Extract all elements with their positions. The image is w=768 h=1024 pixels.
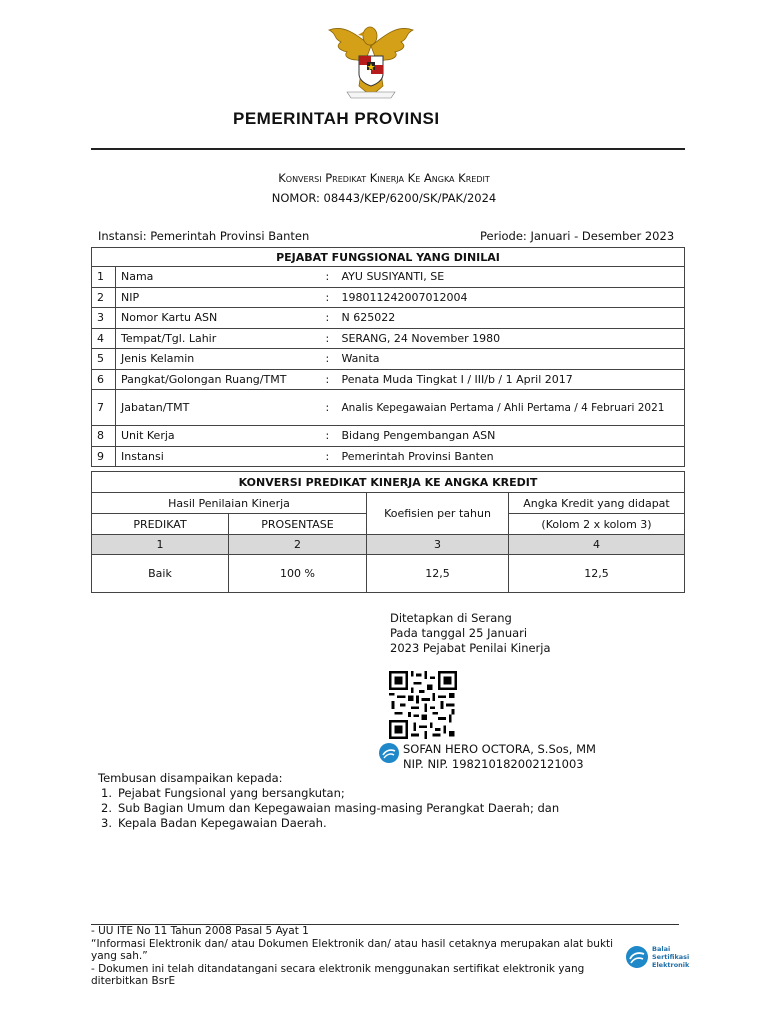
document-number: NOMOR: 08443/KEP/6200/SK/PAK/2024 [271,191,497,205]
table-row [92,308,685,329]
row-value: Wanita [340,349,685,370]
tembusan-heading: Tembusan disampaikan kepada: [98,771,283,785]
row-label: Nama [116,267,322,288]
signer-nip: NIP. NIP. 198210182002121003 [403,757,584,771]
row-separator: : [322,369,340,390]
row-separator: : [322,308,340,329]
row-label: Jenis Kelamin [116,349,322,370]
row-separator: : [322,390,340,426]
row-separator: : [322,426,340,447]
document-title: Konversi Predikat Kinerja Ke Angka Kredit [278,171,490,185]
tembusan-list [101,786,559,831]
table-row [92,328,685,349]
footer-notes [91,925,621,988]
koefisien-value: 12,5 [367,555,509,593]
instansi-line: Instansi: Pemerintah Provinsi Banten [98,229,310,243]
signer-block [403,742,596,772]
signature-date: Pada tanggal 25 Januari [390,626,528,640]
predikat-header: PREDIKAT [92,514,229,535]
row-label: NIP [116,287,322,308]
header-divider [91,148,685,150]
angka-header: Angka Kredit yang didapat [509,493,685,514]
government-title: PEMERINTAH PROVINSI [233,109,440,128]
list-item-number: 2. [101,801,112,815]
row-label: Jabatan/TMT [116,390,322,426]
row-value: SERANG, 24 November 1980 [340,328,685,349]
row-number: 9 [92,446,116,467]
column-number: 4 [509,535,685,555]
row-value: Analis Kepegawaian Pertama / Ahli Pertama / 4 Februari 2021 [340,390,685,426]
signature-role: 2023 Pejabat Penilai Kinerja [390,641,551,655]
list-item [101,816,559,831]
footer-line-3: - Dokumen ini telah ditandatangani secara elektronik menggunakan sertifikat elektronik yang diterbitkan BsrE [91,962,585,987]
officer-table-heading: PEJABAT FUNGSIONAL YANG DINILAI [92,248,685,267]
angka-subheader: (Kolom 2 x kolom 3) [509,514,685,535]
angka-kredit-value: 12,5 [509,555,685,593]
conversion-table [91,471,685,593]
bsre-seal-icon [378,742,400,764]
bsre-logo-text-2: Sertifikasi [652,953,690,961]
row-separator: : [322,446,340,467]
row-number: 2 [92,287,116,308]
row-separator: : [322,287,340,308]
column-number: 1 [92,535,229,555]
table-row [92,369,685,390]
row-label: Tempat/Tgl. Lahir [116,328,322,349]
table-row [92,390,685,426]
bsre-logo-icon [625,940,695,974]
table-row [92,267,685,288]
row-separator: : [322,267,340,288]
row-label: Pangkat/Golongan Ruang/TMT [116,369,322,390]
bsre-logo-text-1: Balai [652,945,671,953]
garuda-emblem-icon [323,16,419,100]
row-value: Penata Muda Tingkat I / III/b / 1 April 2017 [340,369,685,390]
row-number: 7 [92,390,116,426]
table-row [92,349,685,370]
row-value: Pemerintah Provinsi Banten [340,446,685,467]
table-row [92,446,685,467]
list-item [101,801,559,816]
row-number: 3 [92,308,116,329]
row-value: 198011242007012004 [340,287,685,308]
row-separator: : [322,349,340,370]
row-value: Bidang Pengembangan ASN [340,426,685,447]
list-item-text: Kepala Badan Kepegawaian Daerah. [118,816,327,830]
row-separator: : [322,328,340,349]
conversion-table-heading: KONVERSI PREDIKAT KINERJA KE ANGKA KREDIT [92,472,685,493]
row-number: 5 [92,349,116,370]
bsre-logo-text-3: Elektronik [652,961,690,969]
signature-place: Ditetapkan di Serang [390,611,512,625]
row-label: Unit Kerja [116,426,322,447]
signer-name: SOFAN HERO OCTORA, S.Sos, MM [403,742,596,756]
row-label: Instansi [116,446,322,467]
list-item-text: Sub Bagian Umum dan Kepegawaian masing-masing Perangkat Daerah; dan [118,801,560,815]
footer-line-1: - UU ITE No 11 Tahun 2008 Pasal 5 Ayat 1 [91,925,309,937]
row-number: 8 [92,426,116,447]
column-number: 3 [367,535,509,555]
prosentase-value: 100 % [229,555,367,593]
row-label: Nomor Kartu ASN [116,308,322,329]
qr-code-icon [389,671,457,739]
row-value: N 625022 [340,308,685,329]
list-item-number: 3. [101,816,112,830]
officer-table [91,247,685,467]
hasil-header: Hasil Penilaian Kinerja [92,493,367,514]
table-row [92,287,685,308]
signature-block [390,611,551,656]
prosentase-header: PROSENTASE [229,514,367,535]
row-number: 4 [92,328,116,349]
table-row [92,555,685,593]
column-number: 2 [229,535,367,555]
table-row [92,426,685,447]
row-number: 1 [92,267,116,288]
periode-line: Periode: Januari - Desember 2023 [480,229,675,243]
row-value: AYU SUSIYANTI, SE [340,267,685,288]
list-item-text: Pejabat Fungsional yang bersangkutan; [118,786,345,800]
list-item-number: 1. [101,786,112,800]
koefisien-header: Koefisien per tahun [367,493,509,535]
predikat-value: Baik [92,555,229,593]
row-number: 6 [92,369,116,390]
list-item [101,786,559,801]
footer-line-2: “Informasi Elektronik dan/ atau Dokumen Elektronik dan/ atau hasil cetaknya merupakan alat bukti yang sah.” [91,937,614,962]
